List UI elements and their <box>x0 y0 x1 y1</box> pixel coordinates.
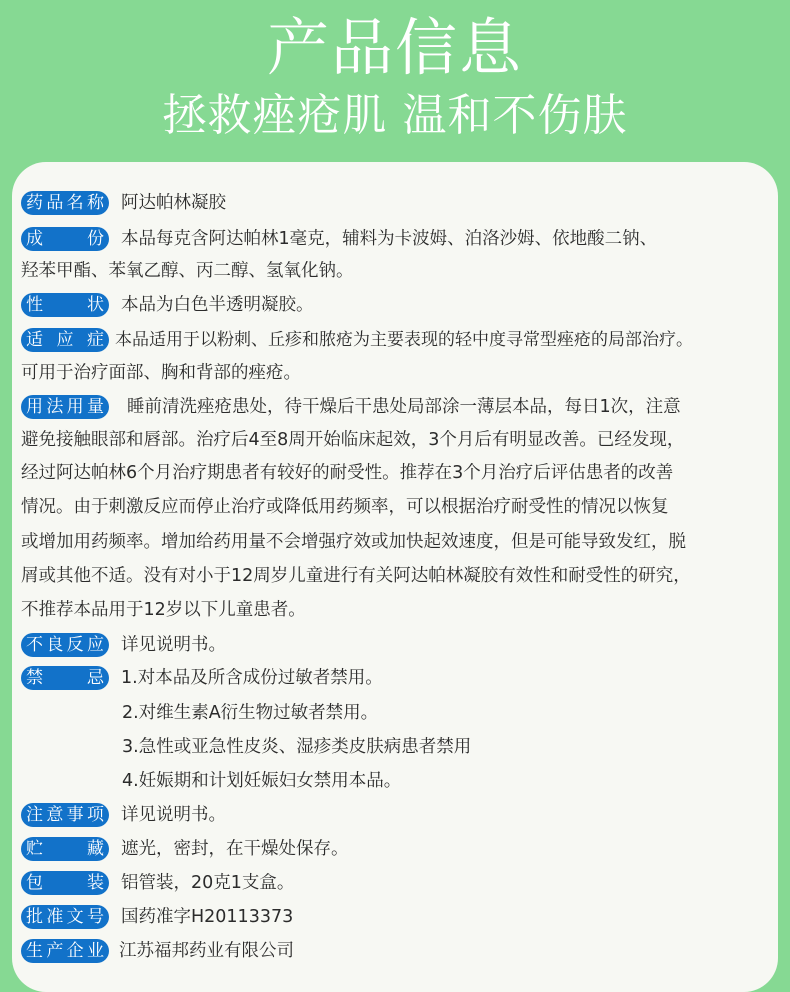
field-label: 包 装 <box>21 871 109 895</box>
field-contraindications <box>21 665 383 691</box>
field-value-continued: 屑或其他不适。没有对小于12周岁儿童进行有关阿达帕林凝胶有效性和耐受性的研究， <box>21 566 691 586</box>
field-label: 不良反应 <box>21 633 109 657</box>
contraindication-item: 3.急性或亚急性皮炎、湿疹类皮肤病患者禁用 <box>122 737 472 757</box>
field-label: 药品名称 <box>21 191 109 215</box>
contraindication-item: 4.妊娠期和计划妊娠妇女禁用本品。 <box>122 771 402 791</box>
field-value-continued: 可用于治疗面部、胸和背部的痤疮。 <box>21 363 301 383</box>
field-value-continued: 情况。由于刺激反应而停止治疗或降低用药频率，可以根据治疗耐受性的情况以恢复 <box>21 497 669 517</box>
contraindication-item: 2.对维生素A衍生物过敏者禁用。 <box>122 703 379 723</box>
field-precautions <box>21 802 226 828</box>
field-name <box>21 190 226 216</box>
field-value: 本品每克含阿达帕林1毫克，辅料为卡波姆、泊洛沙姆、依地酸二钠、 <box>121 229 658 249</box>
field-label: 适 应 症 <box>21 328 109 352</box>
field-value-continued: 避免接触眼部和唇部。治疗后4至8周开始临床起效，3个月后有明显改善。已经发现， <box>21 430 685 450</box>
field-appearance <box>21 292 314 318</box>
field-value: 国药准字H20113373 <box>121 907 294 927</box>
field-label: 注意事项 <box>21 803 109 827</box>
field-value-continued: 或增加用药频率。增加给药用量不会增强疗效或加快起效速度，但是可能导致发红，脱 <box>21 532 686 552</box>
page-title: 产品信息 <box>266 11 523 84</box>
field-value: 1.对本品及所含成份过敏者禁用。 <box>121 668 383 688</box>
field-label: 生产企业 <box>21 939 109 963</box>
field-value: 江苏福邦药业有限公司 <box>119 941 294 961</box>
field-value-continued: 羟苯甲酯、苯氧乙醇、丙二醇、氢氧化钠。 <box>21 261 354 281</box>
field-value-continued: 不推荐本品用于12岁以下儿童患者。 <box>21 600 306 620</box>
field-label: 用法用量 <box>21 395 109 419</box>
field-value: 详见说明书。 <box>121 635 226 655</box>
field-value-continued: 经过阿达帕林6个月治疗期患者有较好的耐受性。推荐在3个月治疗后评估患者的改善 <box>21 463 674 483</box>
field-usage <box>21 394 681 420</box>
field-value: 详见说明书。 <box>121 805 226 825</box>
field-package <box>21 870 294 896</box>
field-value: 睡前清洗痤疮患处，待干燥后干患处局部涂一薄层本品，每日1次，注意 <box>127 397 681 417</box>
field-label: 贮 藏 <box>21 837 109 861</box>
field-label: 成 份 <box>21 227 109 251</box>
page-subtitle: 拯救痤疮肌 温和不伤肤 <box>162 90 628 141</box>
field-value: 本品为白色半透明凝胶。 <box>121 295 314 315</box>
field-value: 遮光，密封，在干燥处保存。 <box>121 839 349 859</box>
field-storage <box>21 836 349 862</box>
field-adverse <box>21 632 226 658</box>
field-value: 铝管装，20克1支盒。 <box>121 873 295 893</box>
field-value: 本品适用于以粉刺、丘疹和脓疮为主要表现的轻中度寻常型痤疮的局部治疗。 <box>115 330 693 350</box>
field-label: 批准文号 <box>21 905 109 929</box>
field-label: 禁 忌 <box>21 666 109 690</box>
field-approval <box>21 904 293 930</box>
field-value: 阿达帕林凝胶 <box>121 193 226 213</box>
field-label: 性 状 <box>21 293 109 317</box>
field-manufacturer <box>21 938 294 964</box>
field-ingredients <box>21 226 657 252</box>
field-indications <box>21 327 693 353</box>
